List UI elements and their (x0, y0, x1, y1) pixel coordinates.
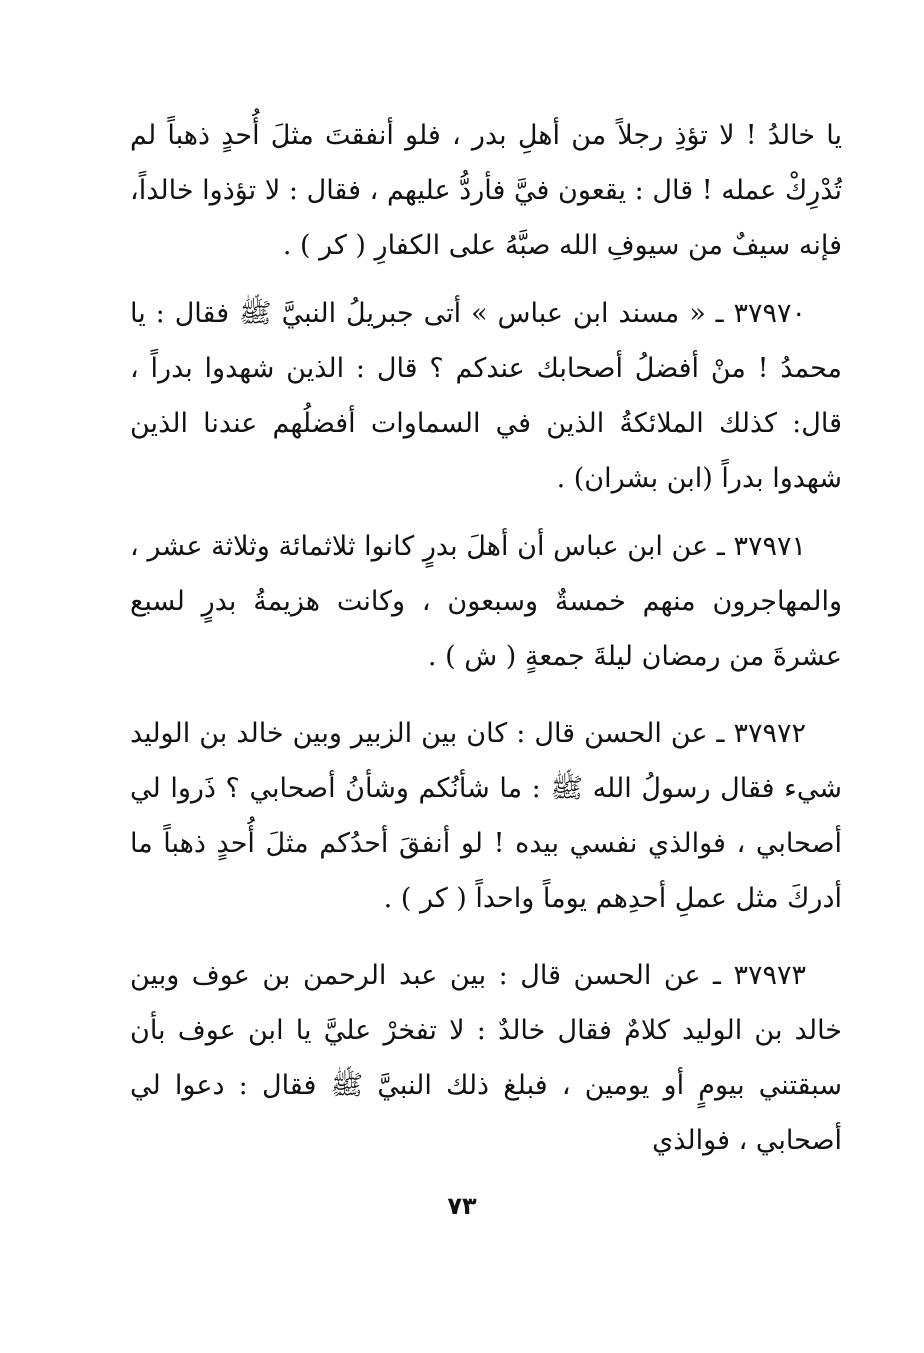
paragraph-37971: ٣٧٩٧١ ـ عن ابن عباس أن أهلَ بدرٍ كانوا ثلاثمائة وثلاثة عشر ، والمهاجرون منهم خمسةٌ وسبعون ، وكانت هزيمةُ بدرٍ لسبع عشرةَ من رمضان ليلةَ جمعةٍ ( ش ) . (130, 531, 842, 672)
paragraph-37973: ٣٧٩٧٣ ـ عن الحسن قال : بين عبد الرحمن بن عوف وبين خالد بن الوليد كلامٌ فقال خالدٌ : لا تفخرْ عليَّ يا ابن عوف بأن سبقتني بيومٍ أو يومين ، فبلغ ذلك النبيَّ ﷺ فقال : دعوا لي أصحابي ، فوالذي (130, 960, 842, 1156)
paragraph-37972: ٣٧٩٧٢ ـ عن الحسن قال : كان بين الزبير وبين خالد بن الوليد شيء فقال رسولُ الله ﷺ : ما شأنُكم وشأنُ أصحابي ؟ ذَروا لي أصحابي ، فوالذي نفسي بيده ! لو أنفقَ أحدُكم مثلَ أُحدٍ ذهباً ما أدركَ مثل عملِ أحدِهم يوماً واحداً ( كر ) . (130, 718, 842, 914)
body-text (130, 108, 842, 1168)
paragraph-continuation: يا خالدُ ! لا تؤذِ رجلاً من أهلِ بدر ، فلو أنفقتَ مثلَ أُحدٍ ذهباً لم تُدْرِكْ عمله ! قال : يقعون فيَّ فأردُّ عليهم ، فقال : لا تؤذوا خالداً، فإنه سيفٌ من سيوفِ الله صبَّهُ على الكفارِ ( كر ) . (130, 120, 842, 261)
paragraph-37970: ٣٧٩٧٠ ـ « مسند ابن عباس » أتى جبريلُ النبيَّ ﷺ فقال : يا محمدُ ! منْ أفضلُ أصحابك عندكم ؟ قال : الذين شهدوا بدراً ، قال: كذلك الملائكةُ الذين في السماوات أفضلُهم عندنا الذين شهدوا بدراً (ابن بشران) . (130, 298, 842, 494)
page-number: ٧٣ (447, 1192, 477, 1220)
